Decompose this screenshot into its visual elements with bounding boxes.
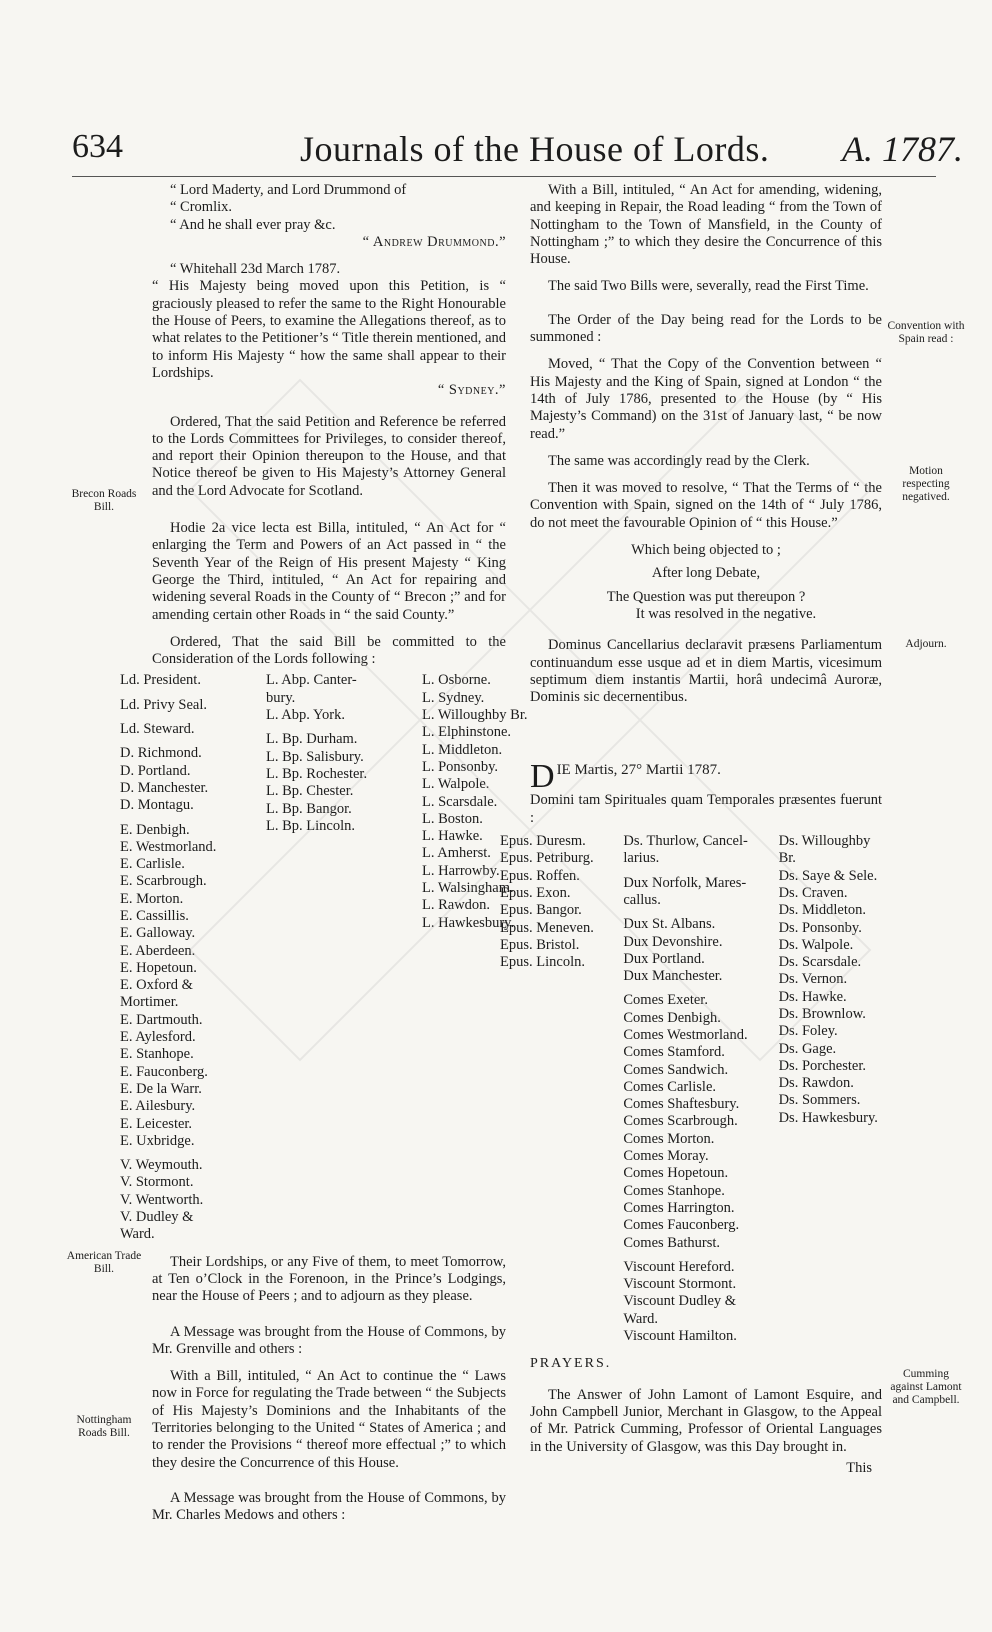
present-column-2 [623, 833, 772, 1345]
committee-lord: L. Scarsdale. [422, 793, 498, 810]
present-lord: Viscount Hereford. [623, 1258, 735, 1275]
debate-line: After long Debate, [651, 565, 761, 582]
motion-read: Moved, “ That the Copy of the Convention between “ His Majesty and the King of Spain, signed at London “ the 14th of July 1786, presented to the House (by “ His Majesty’s Command) on the 31st of January last, “ be now read.” [530, 356, 882, 442]
committee-lord: D. Montagu. [120, 797, 194, 814]
quorum-text: Their Lordships, or any Five of them, to meet Tomorrow, at Ten o’Clock in the Forenoon, in the Prince’s Lodgings, near the House of Peers ; and to adjourn as they please. [152, 1253, 506, 1305]
committee-lord: Ld. Steward. [120, 721, 195, 738]
committee-column-2 [266, 672, 416, 1243]
ordered-committee: Ordered, That the said Bill be committed to the Consideration of the Lords following : [152, 633, 506, 668]
list-gap [120, 815, 260, 822]
committee-lord: Ld. Privy Seal. [120, 696, 207, 713]
committee-lord: E. Scarbrough. [120, 873, 207, 890]
present-lord: Epus. Exon. [500, 884, 571, 901]
committee-lord: L. Bp. Chester. [266, 783, 354, 800]
present-lord: Epus. Lincoln. [500, 954, 585, 971]
committee-lord: L. Willoughby Br. [422, 707, 528, 724]
committee-lord: L. Harrowby. [422, 862, 500, 879]
committee-lord: V. Dudley & [120, 1209, 194, 1226]
margin-brecon: Brecon Roads Bill. [71, 488, 137, 513]
committee-lord: L. Boston. [422, 810, 483, 827]
committee-lord: L. Hawkesbury. [422, 914, 515, 931]
present-lord: Ds. Craven. [778, 884, 848, 901]
read-by-clerk: The same was accordingly read by the Clerk. [548, 452, 810, 469]
list-gap [120, 714, 260, 721]
committee-lord: L. Ponsonby. [422, 758, 498, 775]
committee-lord: D. Manchester. [120, 779, 209, 796]
present-lord: Ds. Saye & Sele. [778, 867, 878, 884]
list-gap [120, 1150, 260, 1157]
present-lord: Viscount Hamilton. [623, 1328, 737, 1345]
committee-lord: Ld. President. [120, 672, 201, 689]
committee-lord: E. Stanhope. [120, 1046, 194, 1063]
committee-lord: E. De la Warr. [120, 1080, 202, 1097]
committee-lord: V. Stormont. [120, 1174, 194, 1191]
margin-nottingham: Nottingham Roads Bill. [76, 1414, 132, 1439]
present-lord: Ds. Scarsdale. [778, 954, 862, 971]
committee-lord: E. Aylesford. [120, 1029, 196, 1046]
list-gap [120, 738, 260, 745]
present-lord: Dux St. Albans. [623, 916, 716, 933]
committee-lord: D. Richmond. [120, 745, 202, 762]
present-column-3 [779, 833, 888, 1345]
present-lord: Epus. Bangor. [500, 902, 582, 919]
present-lord: Comes Stamford. [623, 1044, 725, 1061]
present-heading: Domini tam Spirituales quam Temporales præsentes fuerunt : [530, 792, 882, 826]
whitehall-date: “ Whitehall 23d March 1787. [170, 261, 341, 278]
right-column [500, 182, 882, 1477]
committee-lord: E. Cassillis. [120, 907, 189, 924]
margin-convention: Convention with Spain read : [887, 320, 965, 345]
present-lord: Ds. Thurlow, Cancel- [623, 833, 748, 850]
present-lord: Epus. Petriburg. [500, 850, 594, 867]
present-lord: Comes Stanhope. [623, 1182, 725, 1199]
committee-lord: E. Denbigh. [120, 821, 190, 838]
committee-lord: E. Hopetoun. [120, 959, 197, 976]
committee-lord: Ward. [120, 1226, 155, 1243]
present-lord: Epus. Roffen. [500, 867, 580, 884]
present-lord: Dux Manchester. [623, 968, 723, 985]
present-lord: Ward. [623, 1310, 659, 1327]
adjournment-latin: Dominus Cancellarius declaravit præsens Parliamentum continuandum esse usque ad et in diem Martis, vicesimum septimum diem instantis Martii, horâ undecimâ Auroræ, Dominis sic decernentibus. [530, 637, 882, 706]
left-column [120, 182, 528, 1534]
list-gap [623, 868, 772, 875]
whitehall-reference: “ His Majesty being moved upon this Petition, is “ graciously pleased to refer the same to the Right Honourable the House of Peers, to examine the Allegations thereof, as to what relates to the Petitioner’s “ Title therein mentioned, and to inform His Majesty “ how the same shall appear to their Lordships. [152, 278, 506, 381]
committee-lord: L. Amherst. [422, 845, 491, 862]
list-gap [266, 724, 416, 731]
committee-lord: E. Uxbridge. [120, 1132, 195, 1149]
present-lord: Comes Scarbrough. [623, 1113, 738, 1130]
message-medows: A Message was brought from the House of Commons, by Mr. Charles Medows and others : [152, 1489, 506, 1524]
present-lord: Ds. Willoughby Br. [778, 833, 871, 867]
petition-signature: “ Andrew Drummond.” [362, 233, 506, 250]
present-lord: Dux Devonshire. [623, 933, 723, 950]
prayers-heading: PRAYERS. [530, 1356, 612, 1372]
committee-lord: L. Abp. York. [266, 707, 345, 724]
present-lord: Comes Morton. [623, 1130, 715, 1147]
list-gap [623, 985, 772, 992]
petition-end-2: “ Cromlix. [170, 199, 233, 216]
committee-lord: L. Sydney. [422, 689, 485, 706]
committee-lord: L. Osborne. [422, 672, 491, 689]
present-lord: Ds. Foley. [778, 1023, 838, 1040]
committee-lord: E. Carlisle. [120, 856, 185, 873]
committee-lord: bury. [266, 689, 296, 706]
list-gap [120, 690, 260, 697]
present-lord: Ds. Hawkesbury. [778, 1109, 878, 1126]
nottingham-bill-text: With a Bill, intituled, “ An Act for amending, widening, and keeping in Repair, the Road leading “ from the Town of Nottingham to the Town of Mansfield, in the County of Nottingham ;” to which they desire the Concurrence of this House. [530, 182, 882, 268]
present-lord: Ds. Ponsonby. [778, 919, 862, 936]
present-lord: Viscount Dudley & [623, 1293, 737, 1310]
present-lord: Epus. Bristol. [500, 936, 580, 953]
present-lord: Ds. Brownlow. [778, 1005, 866, 1022]
present-lord: Comes Bathurst. [623, 1234, 721, 1251]
committee-lord: E. Ailesbury. [120, 1098, 196, 1115]
committee-lord: L. Hawke. [422, 828, 483, 845]
present-lord: Comes Carlisle. [623, 1078, 717, 1095]
present-lord: Ds. Porchester. [778, 1057, 866, 1074]
present-lord: Ds. Walpole. [778, 936, 854, 953]
margin-adjourn: Adjourn. [905, 638, 947, 650]
present-lord: Ds. Sommers. [778, 1092, 861, 1109]
committee-lord: Mortimer. [120, 994, 179, 1011]
committee-lord: L. Bp. Lincoln. [266, 817, 356, 834]
margin-american: American Trade Bill. [66, 1250, 142, 1275]
running-title: Journals of the House of Lords. [300, 129, 770, 169]
motion-resolve: Then it was moved to resolve, “ That the Terms of “ the Convention with Spain, signed on the 14th of “ July 1786, do not meet the favourable Opinion of “ this House.” [530, 480, 882, 531]
catchword: This [846, 1459, 872, 1476]
whitehall-signature: “ Sydney.” [437, 382, 506, 399]
present-lord: Epus. Meneven. [500, 919, 594, 936]
committee-lord: L. Bp. Salisbury. [266, 748, 364, 765]
present-lord: Comes Moray. [623, 1148, 709, 1165]
committee-lords [120, 672, 536, 1243]
present-lord: Dux Norfolk, Mares- [623, 874, 747, 891]
present-lord: Ds. Gage. [778, 1040, 837, 1057]
list-gap [623, 909, 772, 916]
present-lord: Comes Hopetoun. [623, 1165, 729, 1182]
committee-lord: E. Galloway. [120, 925, 196, 942]
committee-lord: E. Leicester. [120, 1115, 193, 1132]
present-lord: Epus. Duresm. [500, 833, 586, 850]
committee-lord: L. Abp. Canter- [266, 672, 357, 689]
present-lord: Comes Denbigh. [623, 1009, 721, 1026]
petition-end-3: “ And he shall ever pray &c. [170, 216, 336, 233]
list-gap [623, 1252, 772, 1259]
present-lord: callus. [623, 891, 661, 908]
present-lord: Comes Westmorland. [623, 1026, 748, 1043]
present-lord: Viscount Stormont. [623, 1276, 737, 1293]
present-lord: larius. [623, 850, 660, 867]
present-lord: Comes Exeter. [623, 992, 708, 1009]
committee-lord: E. Oxford & [120, 977, 193, 994]
order-of-day: The Order of the Day being read for the Lords to be summoned : [530, 311, 882, 346]
committee-lord: E. Fauconberg. [120, 1063, 208, 1080]
present-lord: Comes Harrington. [623, 1199, 735, 1216]
answer-text: The Answer of John Lamont of Lamont Esquire, and John Campbell Junior, Merchant in Glasgow, to the Appeal of Mr. Patrick Cumming, Professor of Oriental Languages in the University of Glasgow, was this Day brought in. [530, 1386, 882, 1455]
brecon-bill-text: Hodie 2a vice lecta est Billa, intituled, “ An Act for “ enlarging the Term and Powers of an Act passed in “ the Seventh Year of the Reign of His present Majesty “ King George the Third, intituled, “ An Act for repairing and widening several Roads in the County of “ Brecon ;” and for amending certain other Roads in “ the said County.” [152, 520, 506, 623]
committee-lord: L. Elphinstone. [422, 724, 512, 741]
present-lord: Comes Shaftesbury. [623, 1096, 740, 1113]
message-grenville: A Message was brought from the House of Commons, by Mr. Grenville and others : [152, 1323, 506, 1357]
committee-column-1 [120, 672, 260, 1243]
ordered-privileges: Ordered, That the said Petition and Reference be referred to the Lords Committees for Privileges, to consider thereof, and report their Opinion thereupon to the House, and that Notice thereof be given to His Majesty’s Attorney General and the Lord Advocate for Scotland. [152, 413, 506, 499]
committee-lord: E. Aberdeen. [120, 942, 196, 959]
header-rule [72, 176, 936, 177]
resolved-line: It was resolved in the negative. [635, 605, 817, 622]
present-lord: Ds. Middleton. [778, 902, 866, 919]
present-column-1 [500, 833, 617, 1345]
present-lord: Dux Portland. [623, 950, 705, 967]
committee-lord: V. Wentworth. [120, 1191, 204, 1208]
drop-cap: D [530, 758, 555, 796]
committee-lord: L. Walsingham. [422, 879, 514, 896]
committee-lord: L. Rawdon. [422, 897, 491, 914]
american-bill-text: With a Bill, intituled, “ An Act to continue the “ Laws now in Force for regulating the Trade between “ the Subjects of His Majesty’s Dominions and the Inhabitants of the Territories belonging to the United “ States of America ; and to render the Provisions “ thereof more effectual ;” to which they desire the Concurrence of this House. [152, 1368, 506, 1471]
committee-lord: D. Portland. [120, 762, 191, 779]
first-reading: The said Two Bills were, severally, read the First Time. [548, 278, 869, 295]
present-lord: Ds. Rawdon. [778, 1075, 854, 1092]
committee-lord: L. Bp. Bangor. [266, 800, 352, 817]
day-heading [530, 758, 882, 796]
committee-lord: E. Morton. [120, 890, 184, 907]
committee-lord: L. Middleton. [422, 741, 503, 758]
page-number: 634 [72, 128, 123, 165]
present-lords [500, 833, 888, 1345]
committee-lord: E. Dartmouth. [120, 1011, 203, 1028]
day-heading-text: IE Martis, 27° Martii 1787. [556, 762, 721, 779]
committee-lord: L. Walpole. [422, 776, 490, 793]
question-line: The Question was put thereupon ? [606, 588, 806, 605]
committee-lord: L. Bp. Rochester. [266, 765, 368, 782]
margin-motion: Motion respecting negatived. [902, 465, 950, 503]
page-year: A. 1787. [842, 129, 963, 169]
present-lord: Ds. Hawke. [778, 988, 847, 1005]
committee-lord: V. Weymouth. [120, 1157, 203, 1174]
objected-line: Which being objected to ; [631, 542, 781, 559]
committee-lord: L. Bp. Durham. [266, 731, 358, 748]
committee-lord: E. Westmorland. [120, 838, 217, 855]
margin-cumming: Cumming against Lamont and Campbell. [890, 1368, 962, 1406]
petition-end-1: “ Lord Maderty, and Lord Drummond of [170, 182, 407, 198]
present-lord: Comes Sandwich. [623, 1061, 729, 1078]
present-lord: Ds. Vernon. [778, 971, 848, 988]
present-lord: Comes Fauconberg. [623, 1217, 740, 1234]
